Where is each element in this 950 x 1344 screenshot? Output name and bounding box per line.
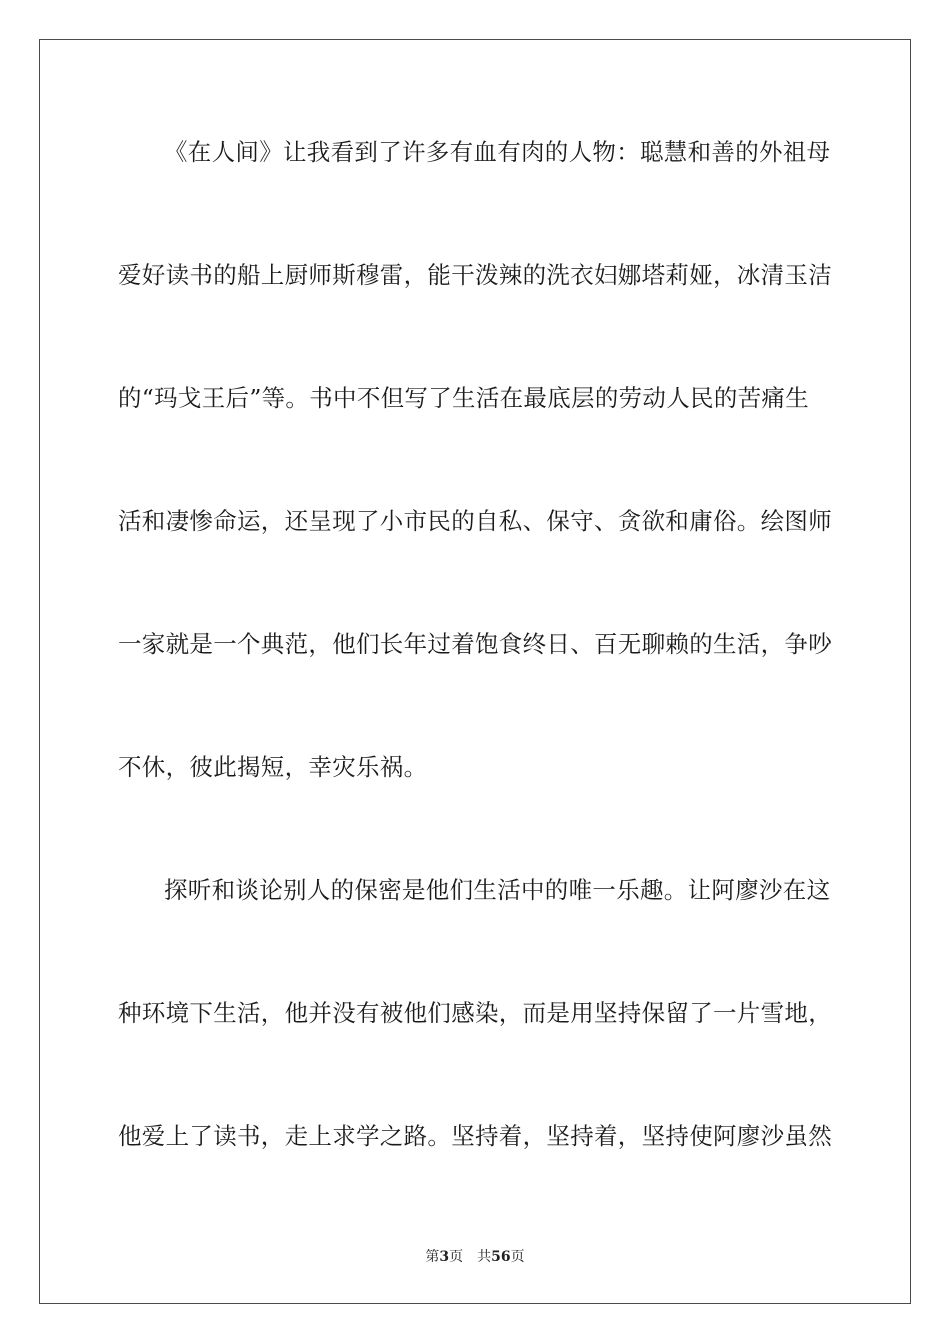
paragraph-2-line-2: 种环境下生活，他并没有被他们感染，而是用坚持保留了一片雪地， <box>118 999 832 1027</box>
paragraph-1-line-4: 活和凄惨命运，还呈现了小市民的自私、保守、贪欲和庸俗。绘图师 <box>118 507 832 535</box>
page-footer <box>0 1248 950 1266</box>
paragraph-1-line-2: 爱好读书的船上厨师斯穆雷，能干泼辣的洗衣妇娜塔莉娅，冰清玉洁 <box>118 261 832 289</box>
paragraph-1-line-1: 《在人间》让我看到了许多有血有肉的人物：聪慧和善的外祖母 <box>164 138 831 166</box>
paragraph-2-line-1: 探听和谈论别人的保密是他们生活中的唯一乐趣。让阿廖沙在这 <box>164 876 831 904</box>
total-suffix: 页 <box>510 1249 525 1265</box>
paragraph-1-line-3: 的“玛戈王后”等。书中不但写了生活在最底层的劳动人民的苦痛生 <box>118 384 810 412</box>
page-prefix: 第 <box>425 1249 440 1265</box>
paragraph-1-line-6: 不休，彼此揭短，幸灾乐祸。 <box>118 753 428 781</box>
paragraph-1-line-5: 一家就是一个典范，他们长年过着饱食终日、百无聊赖的生活，争吵 <box>118 630 832 658</box>
total-prefix: 共 <box>477 1249 492 1265</box>
page-border <box>39 39 911 1304</box>
total-pages: 56 <box>491 1249 511 1265</box>
page-suffix: 页 <box>449 1249 464 1265</box>
paragraph-2-line-3: 他爱上了读书，走上求学之路。坚持着，坚持着，坚持使阿廖沙虽然 <box>118 1122 832 1150</box>
page-number: 3 <box>439 1249 450 1265</box>
